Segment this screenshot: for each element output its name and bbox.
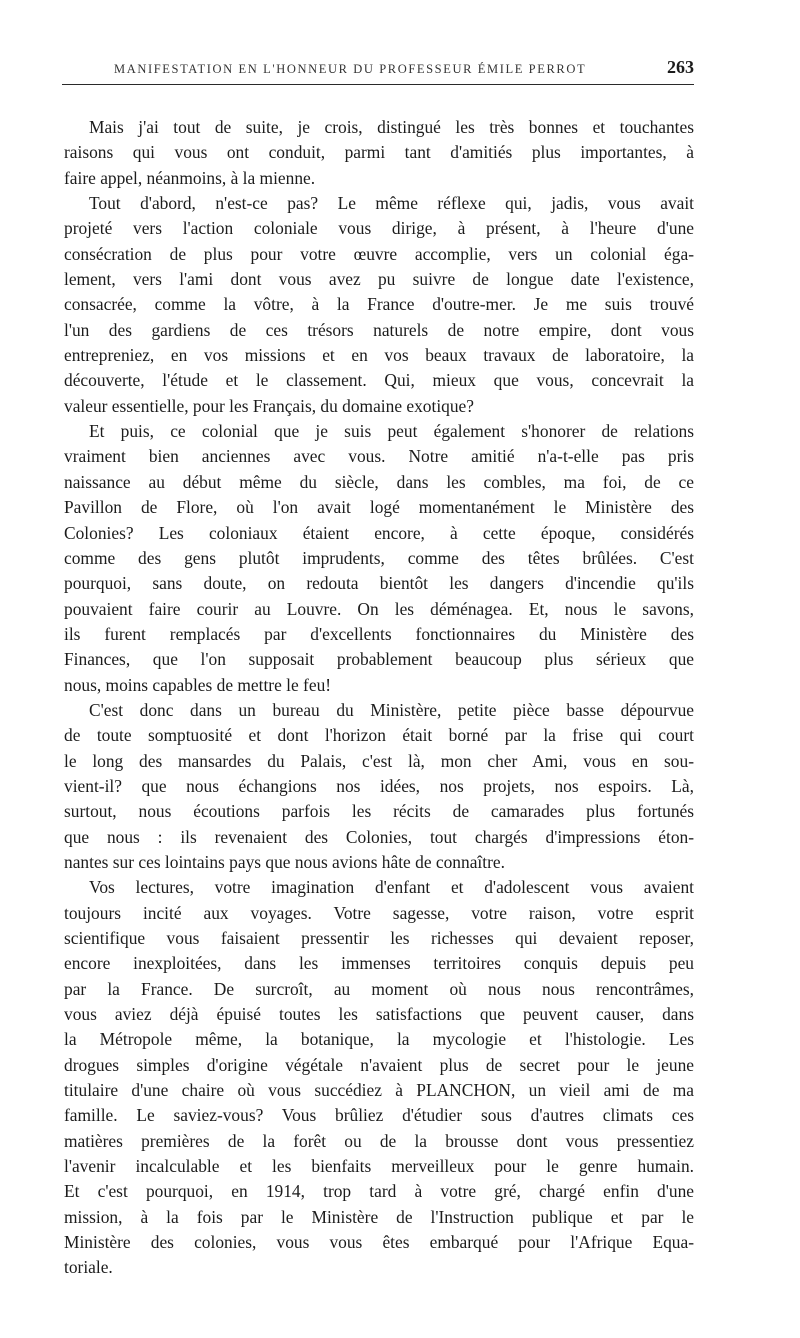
text-line: vraiment bien anciennes avec vous. Notre amitié n'a-t-elle pas pris: [64, 446, 694, 467]
text-line: de toute somptuosité et dont l'horizon était borné par la frise qui court: [64, 725, 694, 746]
text-line: entrepreniez, en vos missions et en vos beaux travaux de laboratoire, la: [64, 345, 694, 366]
book-page: [62, 58, 694, 1281]
text-line: valeur essentielle, pour les Français, du domaine exotique?: [64, 395, 474, 416]
text-line: scientifique vous faisaient pressentir les richesses qui devaient reposer,: [64, 928, 694, 948]
running-title: MANIFESTATION EN L'HONNEUR DU PROFESSEUR ÉMILE PERROT: [114, 62, 587, 76]
text-line: mission, à la fois par le Ministère de l'Instruction publique et par le: [64, 1206, 694, 1227]
text-line: nantes sur ces lointains pays que nous avions hâte de connaître.: [64, 851, 505, 872]
text-line: la Métropole même, la botanique, la mycologie et l'histologie. Les: [64, 1029, 694, 1050]
text-line: lement, vers l'ami dont vous avez pu suivre de longue date l'existence,: [64, 269, 694, 290]
paragraph: [64, 698, 694, 875]
text-line: ils furent remplacés par d'excellents fonctionnaires du Ministère des: [64, 623, 694, 644]
text-line: raisons qui vous ont conduit, parmi tant d'amitiés plus importantes, à: [64, 142, 694, 163]
text-line: par la France. De surcroît, au moment où nous nous rencontrâmes,: [64, 978, 694, 999]
paragraph: [64, 115, 694, 191]
text-line: le long des mansardes du Palais, c'est là, mon cher Ami, vous en sou-: [64, 750, 694, 771]
text-line: toujours incité aux voyages. Votre sagesse, votre raison, votre esprit: [64, 902, 694, 923]
text-line: Vos lectures, votre imagination d'enfant et d'adolescent vous avaient: [89, 877, 694, 898]
text-line: drogues simples d'origine végétale n'avaient plus de secret pour le jeune: [64, 1054, 694, 1075]
text-line: vous aviez déjà épuisé toutes les satisfactions que peuvent causer, dans: [64, 1004, 694, 1025]
paragraph: [64, 419, 694, 698]
text-line: C'est donc dans un bureau du Ministère, petite pièce basse dépourvue: [89, 699, 694, 720]
running-header: [62, 58, 694, 85]
paragraph: [64, 875, 694, 1281]
text-line: pouvaient faire courir au Louvre. On les déménagea. Et, nous le savons,: [64, 598, 694, 619]
text-line: famille. Le saviez-vous? Vous brûliez d'étudier sous d'autres climats ces: [64, 1105, 694, 1126]
text-line: que nous : ils revenaient des Colonies, tout chargés d'impressions éton-: [64, 826, 694, 847]
text-line: encore inexploitées, dans les immenses territoires conquis depuis peu: [64, 953, 694, 974]
text-line: faire appel, néanmoins, à la mienne.: [64, 167, 316, 188]
text-line: Colonies? Les coloniaux étaient encore, à cette époque, considérés: [64, 522, 694, 543]
paragraph: [64, 191, 694, 419]
body-text: [64, 115, 694, 1281]
text-line: Tout d'abord, n'est-ce pas? Le même réflexe qui, jadis, vous avait: [89, 193, 694, 214]
text-line: l'avenir incalculable et les bienfaits merveilleux pour le genre humain.: [64, 1156, 694, 1177]
text-line: Finances, que l'on supposait probablement beaucoup plus sérieux que: [64, 649, 694, 670]
text-line: Et c'est pourquoi, en 1914, trop tard à votre gré, chargé enfin d'une: [64, 1181, 694, 1202]
page-number: 263: [667, 57, 694, 77]
text-line: consacrée, comme la vôtre, à la France d'outre-mer. Je me suis trouvé: [64, 294, 694, 315]
text-line: Pavillon de Flore, où l'on avait logé momentanément le Ministère des: [64, 497, 694, 518]
text-line: pourquoi, sans doute, on redouta bientôt les dangers d'incendie qu'ils: [64, 573, 694, 594]
text-line: toriale.: [64, 1257, 113, 1278]
text-line: consécration de plus pour votre œuvre accomplie, vers un colonial éga-: [64, 243, 694, 264]
text-line: matières premières de la forêt ou de la brousse dont vous pressentiez: [64, 1130, 694, 1151]
text-line: nous, moins capables de mettre le feu!: [64, 674, 332, 695]
text-line: surtout, nous écoutions parfois les récits de camarades plus fortunés: [64, 801, 694, 822]
text-line: comme des gens plutôt imprudents, comme des têtes brûlées. C'est: [64, 547, 694, 568]
text-line: vient-il? que nous échangions nos idées, nos projets, nos espoirs. Là,: [64, 775, 694, 796]
text-line: Et puis, ce colonial que je suis peut également s'honorer de relations: [89, 421, 694, 442]
text-line: titulaire d'une chaire où vous succédiez à PLANCHON, un vieil ami de ma: [64, 1080, 694, 1101]
text-line: Ministère des colonies, vous vous êtes embarqué pour l'Afrique Equa-: [64, 1232, 694, 1253]
text-line: projeté vers l'action coloniale vous dirige, à présent, à l'heure d'une: [64, 218, 694, 239]
text-line: naissance au début même du siècle, dans les combles, ma foi, de ce: [64, 471, 694, 492]
text-line: Mais j'ai tout de suite, je crois, distingué les très bonnes et touchantes: [89, 117, 694, 137]
text-line: l'un des gardiens de ces trésors naturels de notre empire, dont vous: [64, 319, 694, 340]
text-line: découverte, l'étude et le classement. Qui, mieux que vous, concevrait la: [64, 370, 694, 391]
